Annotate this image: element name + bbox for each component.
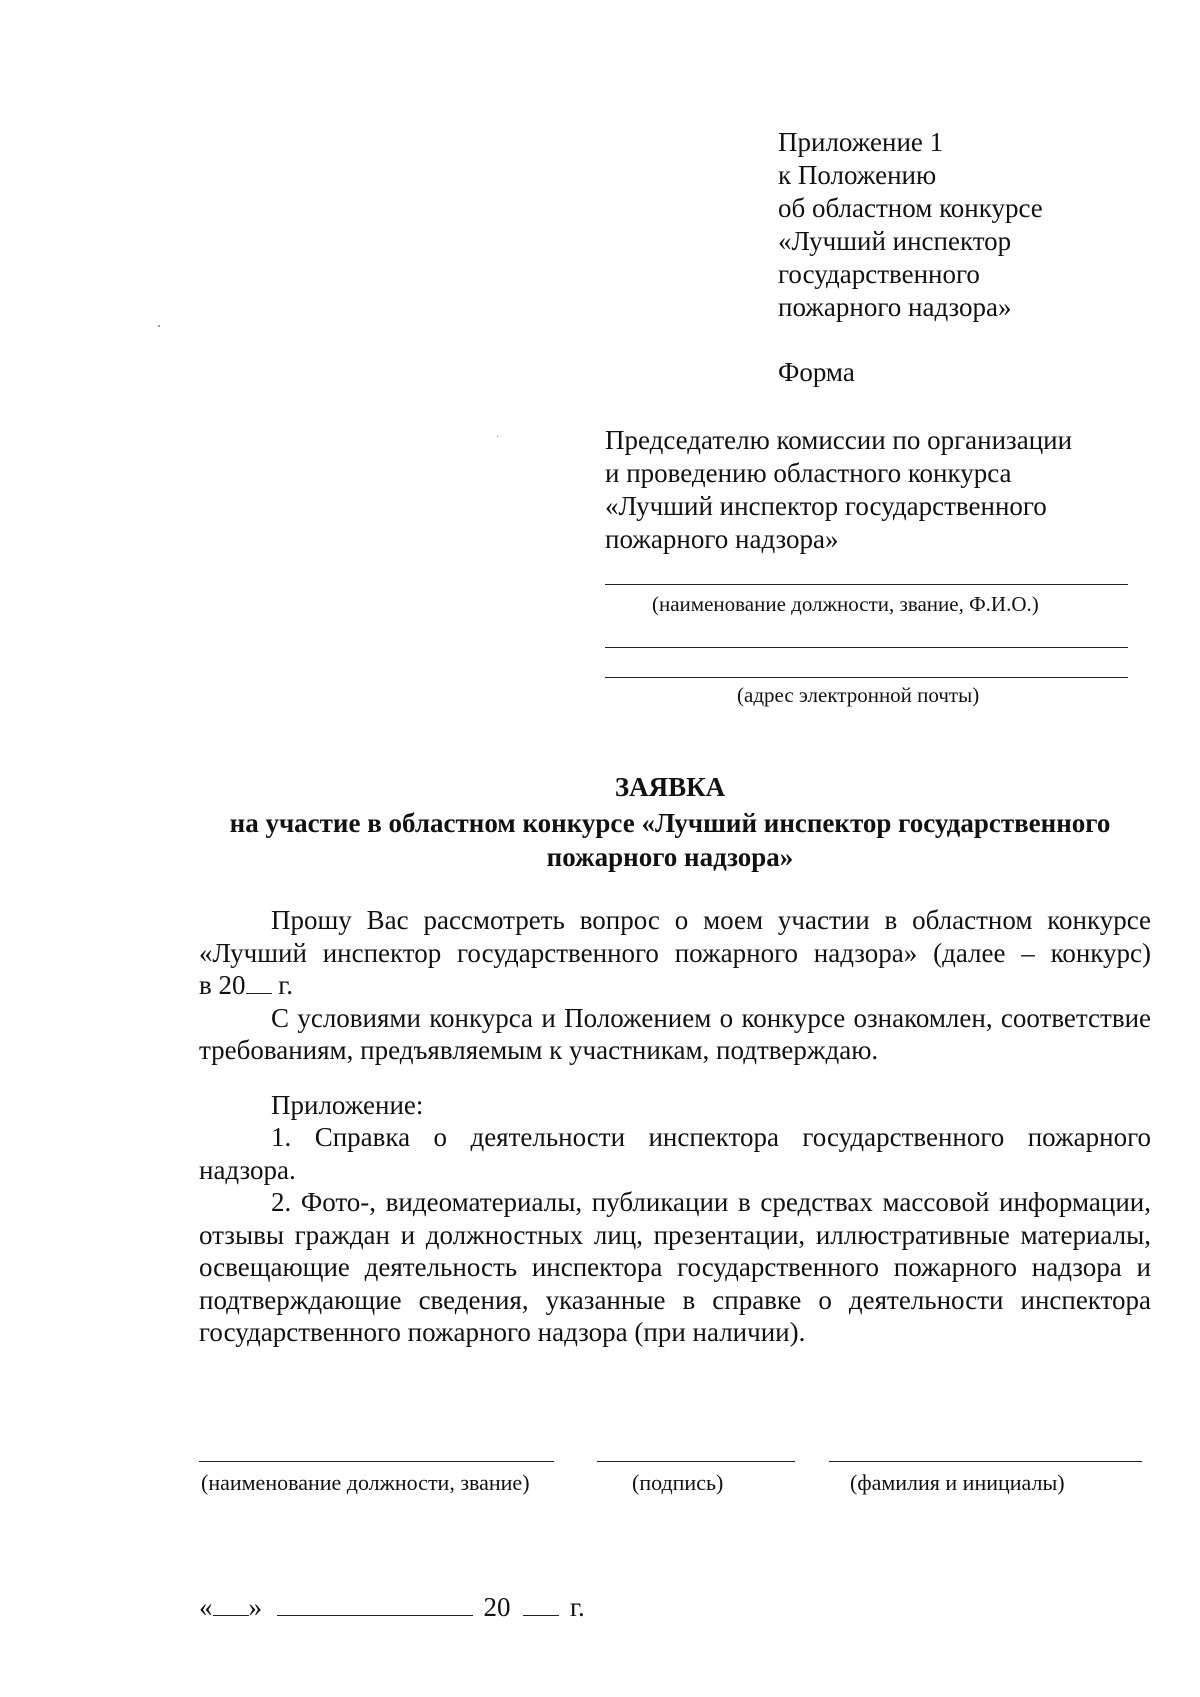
annex-item-2: 2. Фото-, видеоматериалы, публикации в средствах массовой информации, отзывы граждан и должностных лиц, презентации, иллюстративные материалы, освещающие деятельность инспектора государственного пожарного надзора и подтверждающие сведения, указанные в справке о деятельности инспектора государственного пожарного надзора (при наличии).	[199, 1187, 1151, 1347]
date-year-suffix: г.	[570, 1592, 585, 1622]
scan-speck	[158, 325, 160, 327]
spacer	[199, 1067, 1151, 1089]
date-year-prefix: 20	[483, 1592, 511, 1622]
applicant-position-caption: (наименование должности, звание, Ф.И.О.)	[652, 592, 1039, 616]
annex-block	[778, 126, 1043, 324]
signer-name-field[interactable]	[829, 1461, 1142, 1462]
scan-speck	[497, 436, 498, 437]
signer-position-caption: (наименование должности, звание)	[201, 1470, 530, 1495]
date-close-quote: »	[248, 1592, 262, 1622]
month-blank[interactable]	[277, 1593, 473, 1616]
signer-name-caption: (фамилия и инициалы)	[850, 1470, 1065, 1495]
day-blank[interactable]	[213, 1593, 249, 1616]
annex-line: пожарного надзора»	[778, 292, 1012, 322]
annex-line: Приложение 1	[778, 127, 944, 157]
date-open-quote: «	[199, 1592, 213, 1622]
request-line-2: «Лучший инспектор государственного пожарного надзора» (далее – конкурс)	[199, 937, 1151, 968]
document-subtitle-line-2: пожарного надзора»	[546, 842, 794, 872]
annex-heading: Приложение:	[271, 1089, 424, 1120]
annex-line: «Лучший инспектор	[778, 226, 1012, 256]
document-subtitle-line-1: на участие в областном конкурсе «Лучший инспектор государственного	[229, 808, 1111, 838]
applicant-extra-field[interactable]	[605, 647, 1128, 648]
request-line-3	[199, 969, 1151, 1002]
email-caption: (адрес электронной почты)	[737, 683, 980, 707]
date-year-blank[interactable]	[523, 1593, 559, 1616]
addressee-line: и проведению областного конкурса	[605, 458, 1012, 488]
addressee-line: пожарного надзора»	[605, 524, 839, 554]
signature-field[interactable]	[597, 1461, 795, 1462]
addressee-line: Председателю комиссии по организации	[605, 425, 1073, 455]
year-blank[interactable]	[246, 971, 272, 994]
year-suffix: г.	[278, 970, 294, 1000]
document-title: ЗАЯВКА	[614, 772, 726, 802]
year-prefix: в 20	[199, 970, 246, 1000]
date-line	[199, 1591, 585, 1624]
annex-line: к Положению	[778, 160, 937, 190]
request-line-1: Прошу Вас рассмотреть вопрос о моем участии в областном конкурсе	[271, 905, 1151, 935]
applicant-email-field[interactable]	[605, 677, 1128, 678]
body-text	[199, 904, 1151, 1349]
agreement-paragraph: С условиями конкурса и Положением о конкурсе ознакомлен, соответствие требованиям, предъявляемым к участникам, подтверждаю.	[199, 1002, 1151, 1065]
annex-line: государственного	[778, 259, 980, 289]
annex-item-1: 1. Справка о деятельности инспектора государственного пожарного надзора.	[199, 1122, 1151, 1185]
signature-caption: (подпись)	[632, 1470, 724, 1495]
addressee-line: «Лучший инспектор государственного	[605, 491, 1047, 521]
form-label: Форма	[778, 357, 855, 387]
signer-position-field[interactable]	[199, 1461, 554, 1462]
annex-line: об областном конкурсе	[778, 193, 1043, 223]
addressee-block	[605, 424, 1072, 556]
applicant-position-field[interactable]	[605, 584, 1128, 585]
